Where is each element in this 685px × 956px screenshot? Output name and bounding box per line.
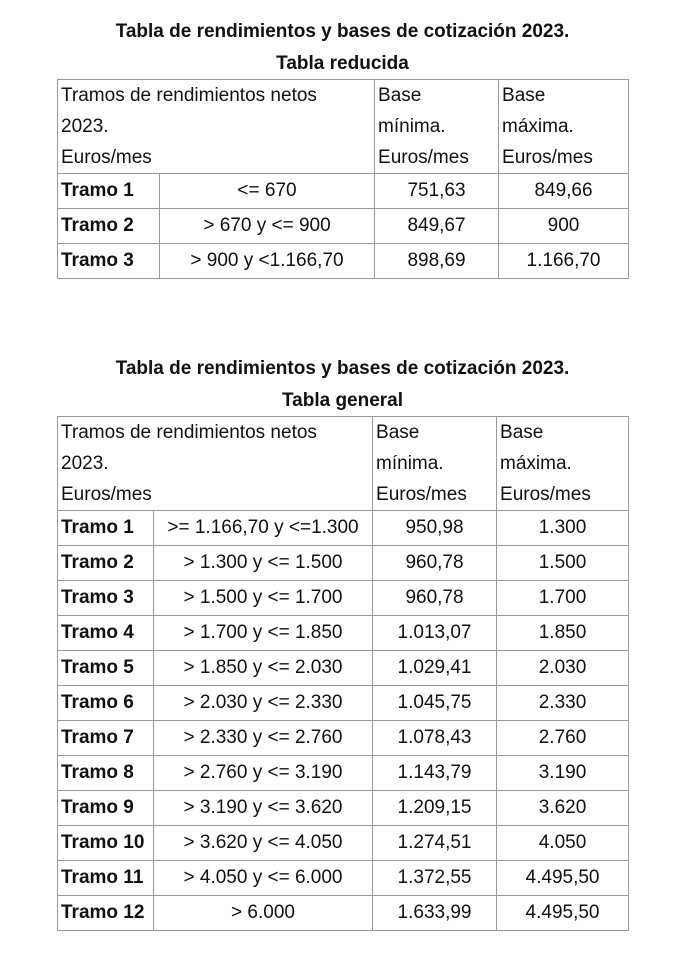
header-tramos [58,80,375,174]
tramo-name: Tramo 1 [58,511,154,546]
base-maxima-value: 1.850 [497,616,629,651]
table-row [58,651,629,686]
header-base-minima [375,80,499,174]
base-maxima-value: 1.700 [497,581,629,616]
tramo-range: > 3.190 y <= 3.620 [154,791,373,826]
table-row [58,174,629,209]
base-minima-value: 1.274,51 [373,826,497,861]
tramo-range: > 4.050 y <= 6.000 [154,861,373,896]
header-min-line3: Euros/mes [376,484,467,505]
tramo-range: > 1.850 y <= 2.030 [154,651,373,686]
base-minima-value: 849,67 [375,209,499,244]
header-tramos-line3: Euros/mes [61,484,152,505]
header-base-maxima [499,80,629,174]
base-minima-value: 1.078,43 [373,721,497,756]
header-tramos-line2: 2023. [61,116,109,137]
header-max-line3: Euros/mes [500,484,591,505]
table-row [58,209,629,244]
header-max-line2: máxima. [500,453,572,474]
base-maxima-value: 1.500 [497,546,629,581]
tramo-name: Tramo 4 [58,616,154,651]
base-maxima-value: 849,66 [499,174,629,209]
header-row [58,417,629,511]
header-max-line1: Base [502,85,546,106]
base-maxima-value: 4.495,50 [497,896,629,931]
tramo-range: > 670 y <= 900 [160,209,375,244]
tramo-range: <= 670 [160,174,375,209]
header-row [58,80,629,174]
tramo-range: > 3.620 y <= 4.050 [154,826,373,861]
base-maxima-value: 1.300 [497,511,629,546]
tramo-name: Tramo 12 [58,896,154,931]
tramo-name: Tramo 8 [58,756,154,791]
tramo-range: > 6.000 [154,896,373,931]
header-tramos [58,417,373,511]
tramo-name: Tramo 11 [58,861,154,896]
tramo-name: Tramo 6 [58,686,154,721]
table-row [58,756,629,791]
tramo-name: Tramo 3 [58,244,160,279]
base-maxima-value: 900 [499,209,629,244]
table-row [58,826,629,861]
header-max-line3: Euros/mes [502,147,593,168]
table-general-title [0,353,685,417]
header-min-line2: mínima. [378,116,446,137]
base-minima-value: 751,63 [375,174,499,209]
header-base-maxima [497,417,629,511]
header-tramos-line1: Tramos de rendimientos netos [61,85,317,106]
header-min-line3: Euros/mes [378,147,469,168]
header-tramos-line2: 2023. [61,453,109,474]
base-minima-value: 1.143,79 [373,756,497,791]
base-maxima-value: 1.166,70 [499,244,629,279]
base-maxima-value: 2.760 [497,721,629,756]
header-max-line1: Base [500,422,544,443]
table-row [58,791,629,826]
tramo-name: Tramo 3 [58,581,154,616]
header-tramos-line3: Euros/mes [61,147,152,168]
tramo-name: Tramo 1 [58,174,160,209]
tramo-range: > 1.300 y <= 1.500 [154,546,373,581]
tramo-name: Tramo 2 [58,546,154,581]
table-reducida [57,79,629,279]
tramo-name: Tramo 5 [58,651,154,686]
table-reducida-title [0,16,685,80]
header-max-line2: máxima. [502,116,574,137]
tramo-name: Tramo 10 [58,826,154,861]
base-minima-value: 1.372,55 [373,861,497,896]
base-minima-value: 898,69 [375,244,499,279]
base-minima-value: 950,98 [373,511,497,546]
tramo-name: Tramo 2 [58,209,160,244]
table-general [57,416,629,931]
base-minima-value: 1.209,15 [373,791,497,826]
title-line-1: Tabla de rendimientos y bases de cotización 2023. [115,358,570,379]
base-maxima-value: 2.030 [497,651,629,686]
base-maxima-value: 4.495,50 [497,861,629,896]
base-minima-value: 960,78 [373,581,497,616]
base-minima-value: 1.029,41 [373,651,497,686]
header-min-line1: Base [378,85,422,106]
base-maxima-value: 3.620 [497,791,629,826]
base-minima-value: 1.013,07 [373,616,497,651]
title-line-1: Tabla de rendimientos y bases de cotización 2023. [115,21,570,42]
table-row [58,244,629,279]
table-row [58,721,629,756]
header-tramos-line1: Tramos de rendimientos netos [61,422,317,443]
table-row [58,616,629,651]
tramo-range: > 1.500 y <= 1.700 [154,581,373,616]
tramo-range: > 2.330 y <= 2.760 [154,721,373,756]
tramo-range: > 1.700 y <= 1.850 [154,616,373,651]
table-row [58,511,629,546]
base-minima-value: 1.045,75 [373,686,497,721]
tramo-range: > 900 y <1.166,70 [160,244,375,279]
table-row [58,861,629,896]
table-row [58,896,629,931]
tramo-name: Tramo 9 [58,791,154,826]
base-minima-value: 960,78 [373,546,497,581]
tramo-range: > 2.760 y <= 3.190 [154,756,373,791]
tramo-range: > 2.030 y <= 2.330 [154,686,373,721]
title-line-2: Tabla reducida [276,53,409,74]
table-row [58,581,629,616]
table-row [58,546,629,581]
base-maxima-value: 3.190 [497,756,629,791]
header-min-line2: mínima. [376,453,444,474]
base-maxima-value: 4.050 [497,826,629,861]
tramo-name: Tramo 7 [58,721,154,756]
header-base-minima [373,417,497,511]
tramo-range: >= 1.166,70 y <=1.300 [154,511,373,546]
base-maxima-value: 2.330 [497,686,629,721]
title-line-2: Tabla general [281,390,404,411]
header-min-line1: Base [376,422,420,443]
base-minima-value: 1.633,99 [373,896,497,931]
table-row [58,686,629,721]
